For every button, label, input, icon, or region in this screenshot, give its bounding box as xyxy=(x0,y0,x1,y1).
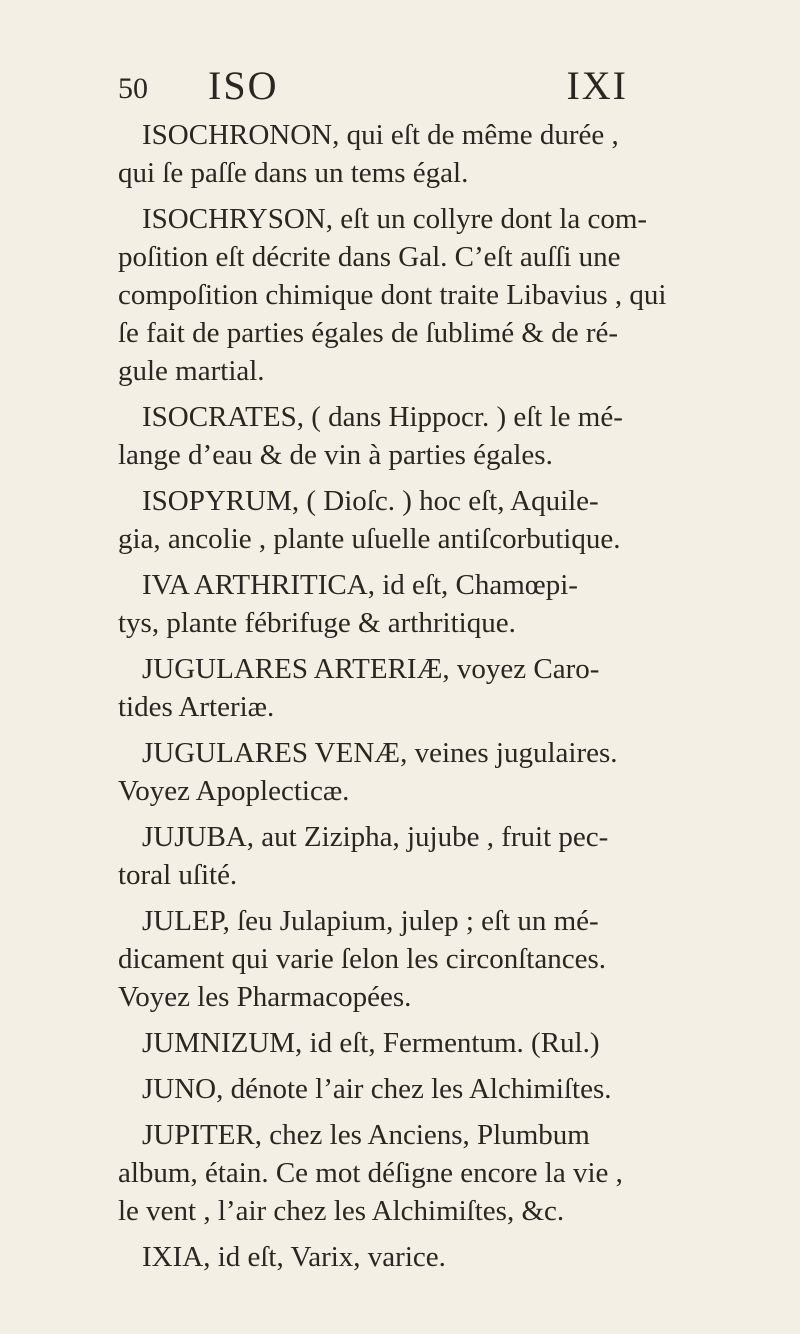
entry-juno xyxy=(118,1070,690,1108)
headword-left: ISO xyxy=(208,63,279,108)
entry-line: compoſition chimique dont traite Libavius , qui xyxy=(118,279,667,311)
page-number: 50 xyxy=(118,72,148,105)
entry-line: tides Arteriæ. xyxy=(118,691,275,723)
entry-line: JUNO, dénote l’air chez les Alchimiſtes. xyxy=(142,1073,612,1105)
entry-line: ſe fait de parties égales de ſublimé & de ré- xyxy=(118,317,619,349)
entry-isochronon xyxy=(118,116,690,192)
headword-right: IXI xyxy=(566,63,628,108)
entry-line: Voyez les Pharmacopées. xyxy=(118,981,412,1013)
entry-line: IVA ARTHRITICA, id eſt, Chamœpi- xyxy=(142,569,578,601)
entry-julep xyxy=(118,902,690,1016)
entry-line: ISOCHRONON, qui eſt de même durée , xyxy=(142,119,619,151)
entry-line: IXIA, id eſt, Varix, varice. xyxy=(142,1241,446,1273)
entry-isocrates xyxy=(118,398,690,474)
entry-line: JUPITER, chez les Anciens, Plumbum xyxy=(142,1119,590,1151)
entry-line: dicament qui varie ſelon les circonſtances. xyxy=(118,943,606,975)
entry-line: lange d’eau & de vin à parties égales. xyxy=(118,439,553,471)
entry-line: ISOCHRYSON, eſt un collyre dont la com- xyxy=(142,203,648,235)
entry-isopyrum xyxy=(118,482,690,558)
entry-line: qui ſe paſſe dans un tems égal. xyxy=(118,157,469,189)
entry-line: JUGULARES VENÆ, veines jugulaires. xyxy=(142,737,618,769)
entry-jugulares-arteriae xyxy=(118,650,690,726)
entry-jujuba xyxy=(118,818,690,894)
entry-line: poſition eſt décrite dans Gal. C’eſt auſſi une xyxy=(118,241,621,273)
entry-line: tys, plante fébrifuge & arthritique. xyxy=(118,607,516,639)
entry-line: ISOCRATES, ( dans Hippocr. ) eſt le mé- xyxy=(142,401,623,433)
entry-jugulares-venae xyxy=(118,734,690,810)
entry-line: JUMNIZUM, id eſt, Fermentum. (Rul.) xyxy=(142,1027,600,1059)
entry-jupiter xyxy=(118,1116,690,1230)
entry-line: gia, ancolie , plante uſuelle antiſcorbutique. xyxy=(118,523,621,555)
entry-isochryson xyxy=(118,200,690,390)
entry-line: JUJUBA, aut Zizipha, jujube , fruit pec- xyxy=(142,821,609,853)
entry-iva-arthritica xyxy=(118,566,690,642)
dictionary-entries xyxy=(118,116,690,1284)
running-header xyxy=(118,58,678,108)
entry-line: gule martial. xyxy=(118,355,265,387)
entry-line: Voyez Apoplecticæ. xyxy=(118,775,350,807)
entry-line: JUGULARES ARTERIÆ, voyez Caro- xyxy=(142,653,600,685)
entry-ixia xyxy=(118,1238,690,1276)
entry-jumnizum xyxy=(118,1024,690,1062)
entry-line: toral uſité. xyxy=(118,859,238,891)
entry-line: JULEP, ſeu Julapium, julep ; eſt un mé- xyxy=(142,905,599,937)
entry-line: le vent , l’air chez les Alchimiſtes, &c. xyxy=(118,1195,565,1227)
entry-line: album, étain. Ce mot déſigne encore la vie , xyxy=(118,1157,623,1189)
entry-line: ISOPYRUM, ( Dioſc. ) hoc eſt, Aquile- xyxy=(142,485,599,517)
